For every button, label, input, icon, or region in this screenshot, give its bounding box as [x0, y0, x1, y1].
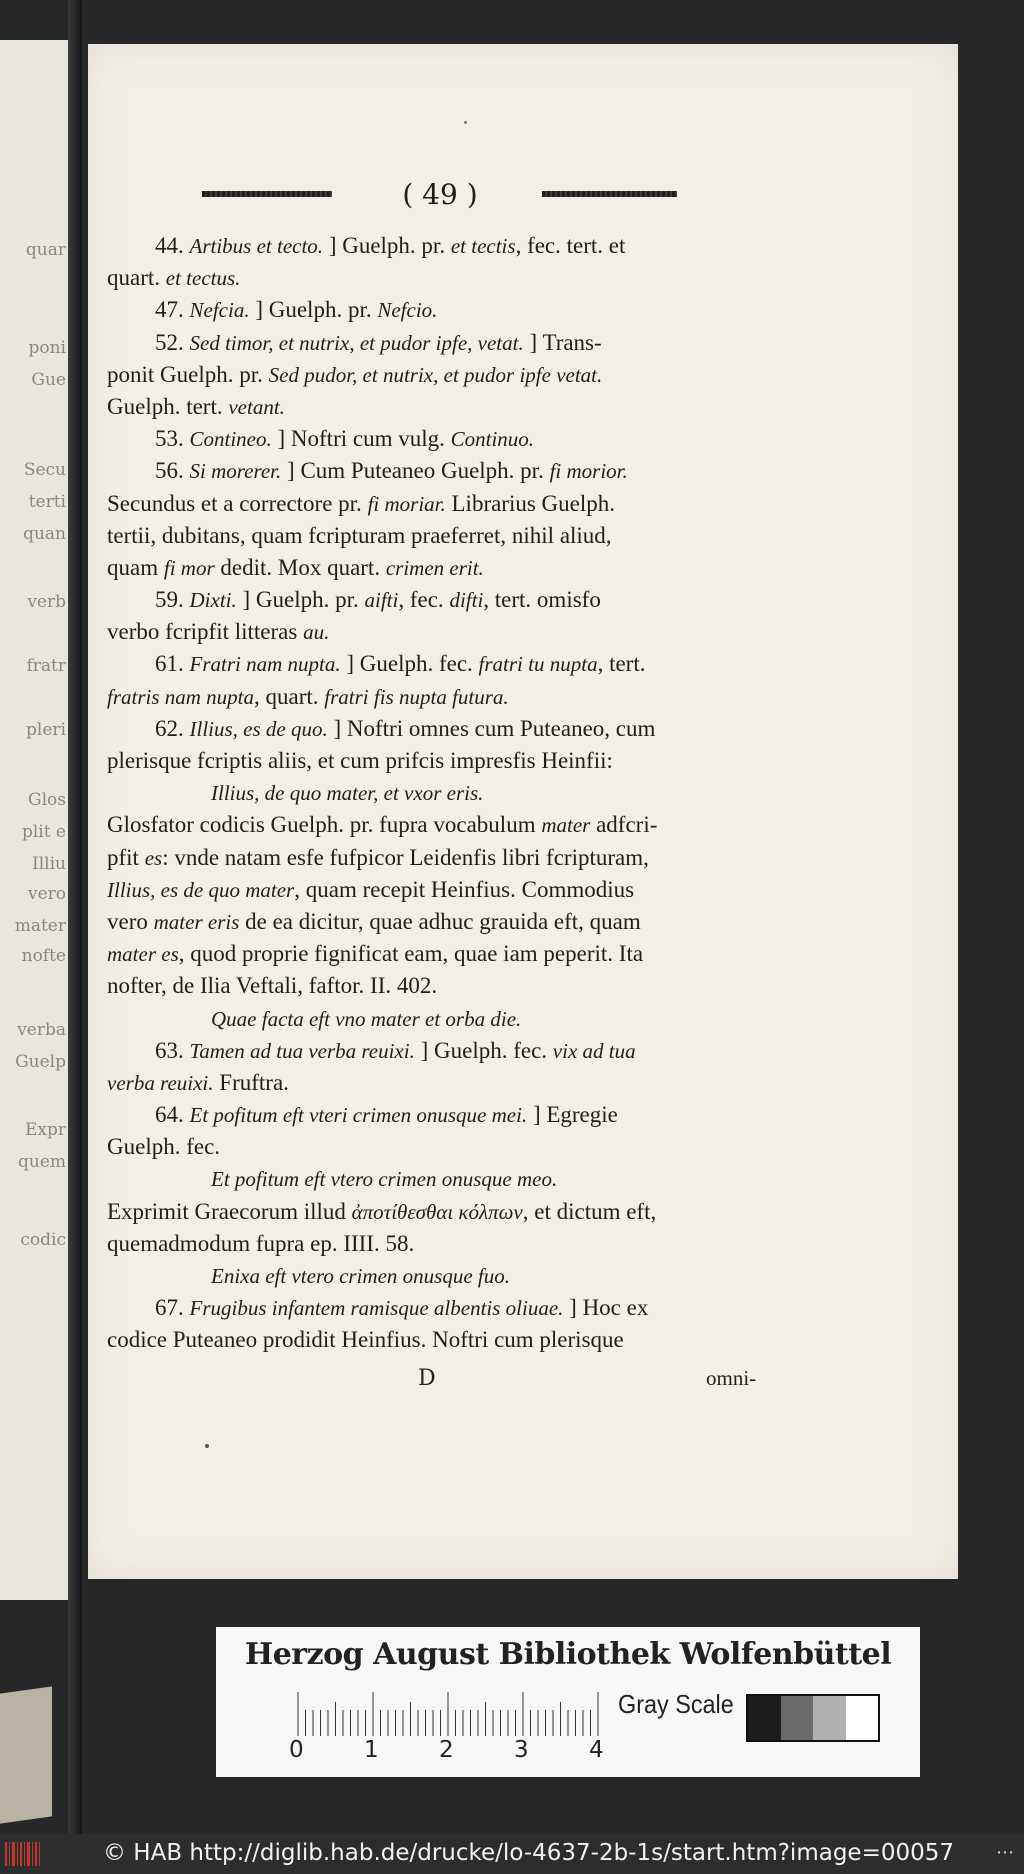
text-span: , quart.: [254, 683, 325, 709]
italic-text: Sed pudor, et nutrix, et pudor ipfe vetat.: [268, 362, 603, 387]
text-line: [107, 1260, 779, 1292]
text-span: 52.: [155, 329, 190, 355]
page-text: [107, 230, 779, 1357]
catchword: omni-: [706, 1366, 757, 1390]
text-span: de ea dicitur, quae adhuc grauida eft, quam: [239, 908, 641, 934]
ruler-ticks: [296, 1692, 600, 1736]
left-page-fragment: Gue: [31, 370, 66, 390]
left-page-fragment: nofte: [21, 946, 66, 966]
text-span: ] Cum Puteaneo Guelph. pr.: [281, 458, 550, 484]
italic-text: Si morerer.: [189, 459, 282, 484]
text-line: [107, 1035, 779, 1067]
italic-text: ἀποτίθεσθαι κόλπων: [351, 1199, 523, 1224]
italic-text: Fratri nam nupta.: [189, 652, 341, 677]
ruler-label: 3: [514, 1737, 529, 1763]
grayscale-swatches: [746, 1694, 880, 1742]
text-span: ] Egregie: [527, 1102, 618, 1128]
text-span: quemadmodum fupra ep. IIII. 58.: [107, 1230, 415, 1256]
italic-text: fratri fis nupta futura.: [324, 684, 509, 709]
paper-speck: [205, 1444, 209, 1448]
text-span: Guelph. tert.: [107, 393, 229, 419]
text-span: quart.: [107, 265, 166, 291]
text-line: [107, 842, 779, 874]
text-line: [107, 552, 779, 584]
text-line: [107, 423, 779, 455]
text-span: , fec. tert. et: [515, 233, 626, 258]
italic-text: Nefcia.: [189, 298, 250, 323]
text-line: [107, 681, 779, 713]
gray-swatch: [748, 1696, 781, 1740]
text-span: ] Guelph. pr.: [249, 297, 378, 323]
italic-text: vix ad tua: [552, 1038, 636, 1063]
italic-text: mater es: [107, 942, 179, 967]
text-span: ] Trans-: [523, 329, 602, 355]
viewer-footer: [0, 1834, 1024, 1874]
text-span: , tert.: [597, 651, 646, 677]
ruler-label: 2: [439, 1737, 454, 1763]
book-gutter: [68, 0, 82, 1834]
text-span: , et dictum eft,: [522, 1198, 657, 1224]
italic-text: et tectis: [450, 234, 516, 258]
text-line: [107, 488, 779, 520]
text-span: plerisque fcriptis aliis, et cum prifcis impresfis Heinfii:: [107, 748, 613, 773]
italic-text: fratris nam nupta: [107, 684, 255, 709]
text-span: 63.: [155, 1037, 190, 1063]
text-span: ] Guelph. fec.: [340, 651, 479, 677]
text-span: Exprimit Graecorum illud: [107, 1198, 352, 1224]
text-line: [107, 359, 779, 391]
italic-text: Illius, es de quo mater: [107, 877, 295, 902]
left-page-fragment: verba: [17, 1020, 66, 1040]
text-line: [107, 616, 779, 648]
page-header: [200, 178, 680, 210]
text-line: [107, 938, 779, 970]
italic-text: difti: [449, 588, 484, 613]
text-span: pfit: [107, 844, 145, 870]
text-span: Enixa eft vtero crimen onusque fuo.: [211, 1264, 510, 1288]
italic-text: Contineo.: [189, 427, 272, 452]
left-page-fragment: quar: [25, 240, 66, 260]
text-span: tertii, dubitans, quam fcripturam praeferret, nihil aliud,: [107, 522, 612, 548]
text-line: [107, 1228, 779, 1260]
text-span: Quae facta eft vno mater et orba die.: [211, 1006, 522, 1031]
text-span: Fruftra.: [213, 1069, 289, 1095]
italic-text: et tectus.: [165, 266, 241, 291]
header-rule-left: [202, 191, 332, 197]
text-span: ] Hoc ex: [563, 1295, 649, 1321]
ruler-label: 0: [289, 1737, 304, 1763]
text-span: nofter, de Ilia Veftali, faftor. II. 402.: [107, 973, 438, 999]
text-line: [107, 391, 779, 423]
text-span: 56.: [155, 458, 190, 484]
text-span: , quod proprie fignificat eam, quae iam peperit. Ita: [178, 941, 644, 967]
text-line: [107, 1324, 779, 1356]
text-span: Secundus et a correctore pr.: [107, 490, 368, 516]
text-line: [107, 1131, 779, 1163]
text-span: , fec.: [398, 587, 450, 613]
text-span: 62.: [155, 715, 190, 741]
text-line: [107, 777, 779, 809]
text-span: quam: [107, 554, 164, 580]
italic-text: au.: [303, 620, 330, 645]
text-line: [107, 648, 779, 680]
gray-swatch: [781, 1696, 814, 1740]
italic-text: vetant.: [228, 394, 285, 419]
spine-label: [0, 1686, 52, 1823]
ruler-label: 4: [589, 1737, 604, 1763]
italic-text: Nefcio.: [377, 298, 438, 323]
text-span: , quam recepit Heinfius. Commodius: [294, 876, 635, 902]
text-line: [107, 262, 779, 294]
left-page-fragment: vero: [27, 884, 66, 904]
page-number: ( 49 ): [402, 178, 478, 211]
text-span: , tert. omisfo: [483, 587, 601, 613]
italic-text: fratri tu nupta: [478, 652, 598, 677]
text-line: [107, 906, 779, 938]
text-line: [107, 809, 779, 841]
italic-text: Frugibus infantem ramisque albentis oliuae.: [189, 1296, 564, 1321]
left-page-fragment: Expr: [24, 1120, 66, 1140]
text-span: 47.: [155, 297, 190, 323]
italic-text: mater: [541, 813, 591, 838]
italic-text: fi moriar.: [367, 491, 446, 516]
italic-text: Continuo.: [450, 427, 535, 452]
text-line: [107, 1067, 779, 1099]
italic-text: es: [144, 845, 163, 870]
italic-text: crimen erit.: [385, 555, 484, 580]
text-span: 67.: [155, 1295, 190, 1321]
text-line: [107, 584, 779, 616]
left-page-fragment: pleri: [26, 720, 66, 740]
text-span: ] Guelph. pr.: [323, 233, 451, 258]
italic-text: fi mor: [163, 555, 215, 580]
grayscale-label: Gray Scale: [618, 1689, 734, 1719]
text-span: : vnde natam esfe fufpicor Leidenfis libri fcripturam,: [162, 844, 649, 870]
text-span: adfcri-: [590, 812, 658, 838]
gray-swatch: [846, 1696, 879, 1740]
italic-text: Tamen ad tua verba reuixi.: [189, 1038, 415, 1063]
text-span: verbo fcripfit litteras: [107, 619, 304, 645]
left-page-fragment: quan: [23, 524, 66, 544]
color-target-card: [216, 1627, 920, 1777]
left-page-fragment: codic: [20, 1230, 66, 1250]
text-line: [107, 1163, 779, 1195]
text-span: 44.: [155, 233, 190, 258]
text-line: [107, 713, 779, 745]
text-span: Et pofitum eft vtero crimen onusque meo.: [211, 1167, 558, 1192]
text-span: 61.: [155, 651, 190, 677]
left-page-fragment: plit e: [21, 822, 66, 842]
text-span: 64.: [155, 1102, 190, 1128]
text-span: codice Puteaneo prodidit Heinfius. Noftri cum plerisque: [107, 1327, 624, 1353]
italic-text: Artibus et tecto.: [189, 234, 324, 258]
text-span: ] Noftri cum vulg.: [271, 426, 451, 452]
text-span: 53.: [155, 426, 190, 452]
text-span: ] Guelph. fec.: [414, 1037, 553, 1063]
text-span: Librarius Guelph.: [445, 490, 616, 516]
text-span: 59.: [155, 587, 190, 613]
text-line: [107, 745, 779, 777]
text-line: [107, 327, 779, 359]
header-rule-right: [542, 191, 677, 197]
gray-swatch: [813, 1696, 846, 1740]
text-line: [107, 970, 779, 1002]
left-page-fragments: [0, 40, 70, 1600]
text-span: ] Noftri omnes cum Puteaneo, cum: [327, 715, 656, 741]
left-page-fragment: terti: [28, 492, 66, 512]
left-page-fragment: Illiu: [32, 854, 66, 874]
left-page-fragment: poni: [28, 338, 66, 358]
italic-text: Et pofitum eft vteri crimen onusque mei.: [189, 1103, 528, 1128]
left-page-fragment: mater: [14, 916, 66, 936]
italic-text: aifti: [364, 588, 399, 613]
text-span: Glosfator codicis Guelph. pr. fupra vocabulum: [107, 812, 542, 838]
paper-speck: [464, 121, 467, 124]
italic-text: fi morior.: [549, 459, 628, 484]
left-page-fragment: verb: [27, 592, 66, 612]
signature-mark: D: [418, 1366, 436, 1391]
text-span: vero: [107, 908, 154, 934]
left-page-fragment: fratr: [26, 656, 66, 676]
ruler-label: 1: [364, 1737, 379, 1763]
text-span: Guelph. fec.: [107, 1134, 221, 1160]
left-page-fragment: Secu: [23, 460, 66, 480]
text-line: [107, 874, 779, 906]
text-line: [107, 294, 779, 326]
text-span: ponit Guelph. pr.: [107, 361, 269, 387]
text-line: [107, 1099, 779, 1131]
left-page-fragment: Glos: [28, 790, 66, 810]
text-line: [107, 230, 779, 262]
text-span: Illius, de quo mater, et vxor eris.: [211, 781, 484, 806]
more-icon[interactable]: ⋯: [996, 1842, 1014, 1863]
text-line: [107, 455, 779, 487]
scale-ruler: [296, 1692, 600, 1736]
text-line: [107, 1196, 779, 1228]
text-line: [107, 1292, 779, 1324]
text-span: dedit. Mox quart.: [214, 554, 386, 580]
text-line: [107, 1003, 779, 1035]
text-span: ] Guelph. pr.: [236, 587, 365, 613]
italic-text: verba reuixi.: [107, 1070, 214, 1095]
text-line: [107, 520, 779, 552]
italic-text: mater eris: [153, 909, 240, 934]
left-page-fragment: Guelp: [15, 1052, 66, 1072]
italic-text: Dixti.: [189, 588, 237, 613]
library-name: Herzog August Bibliothek Wolfenbüttel: [244, 1637, 892, 1672]
left-page-fragment: quem: [17, 1152, 66, 1172]
italic-text: Illius, es de quo.: [189, 716, 328, 741]
barcode-icon: [4, 1840, 44, 1868]
italic-text: Sed timor, et nutrix, et pudor ipfe, vetat.: [189, 330, 524, 355]
copyright-url[interactable]: © HAB http://diglib.hab.de/drucke/lo-4637-2b-1s/start.htm?image=00057: [103, 1840, 955, 1866]
